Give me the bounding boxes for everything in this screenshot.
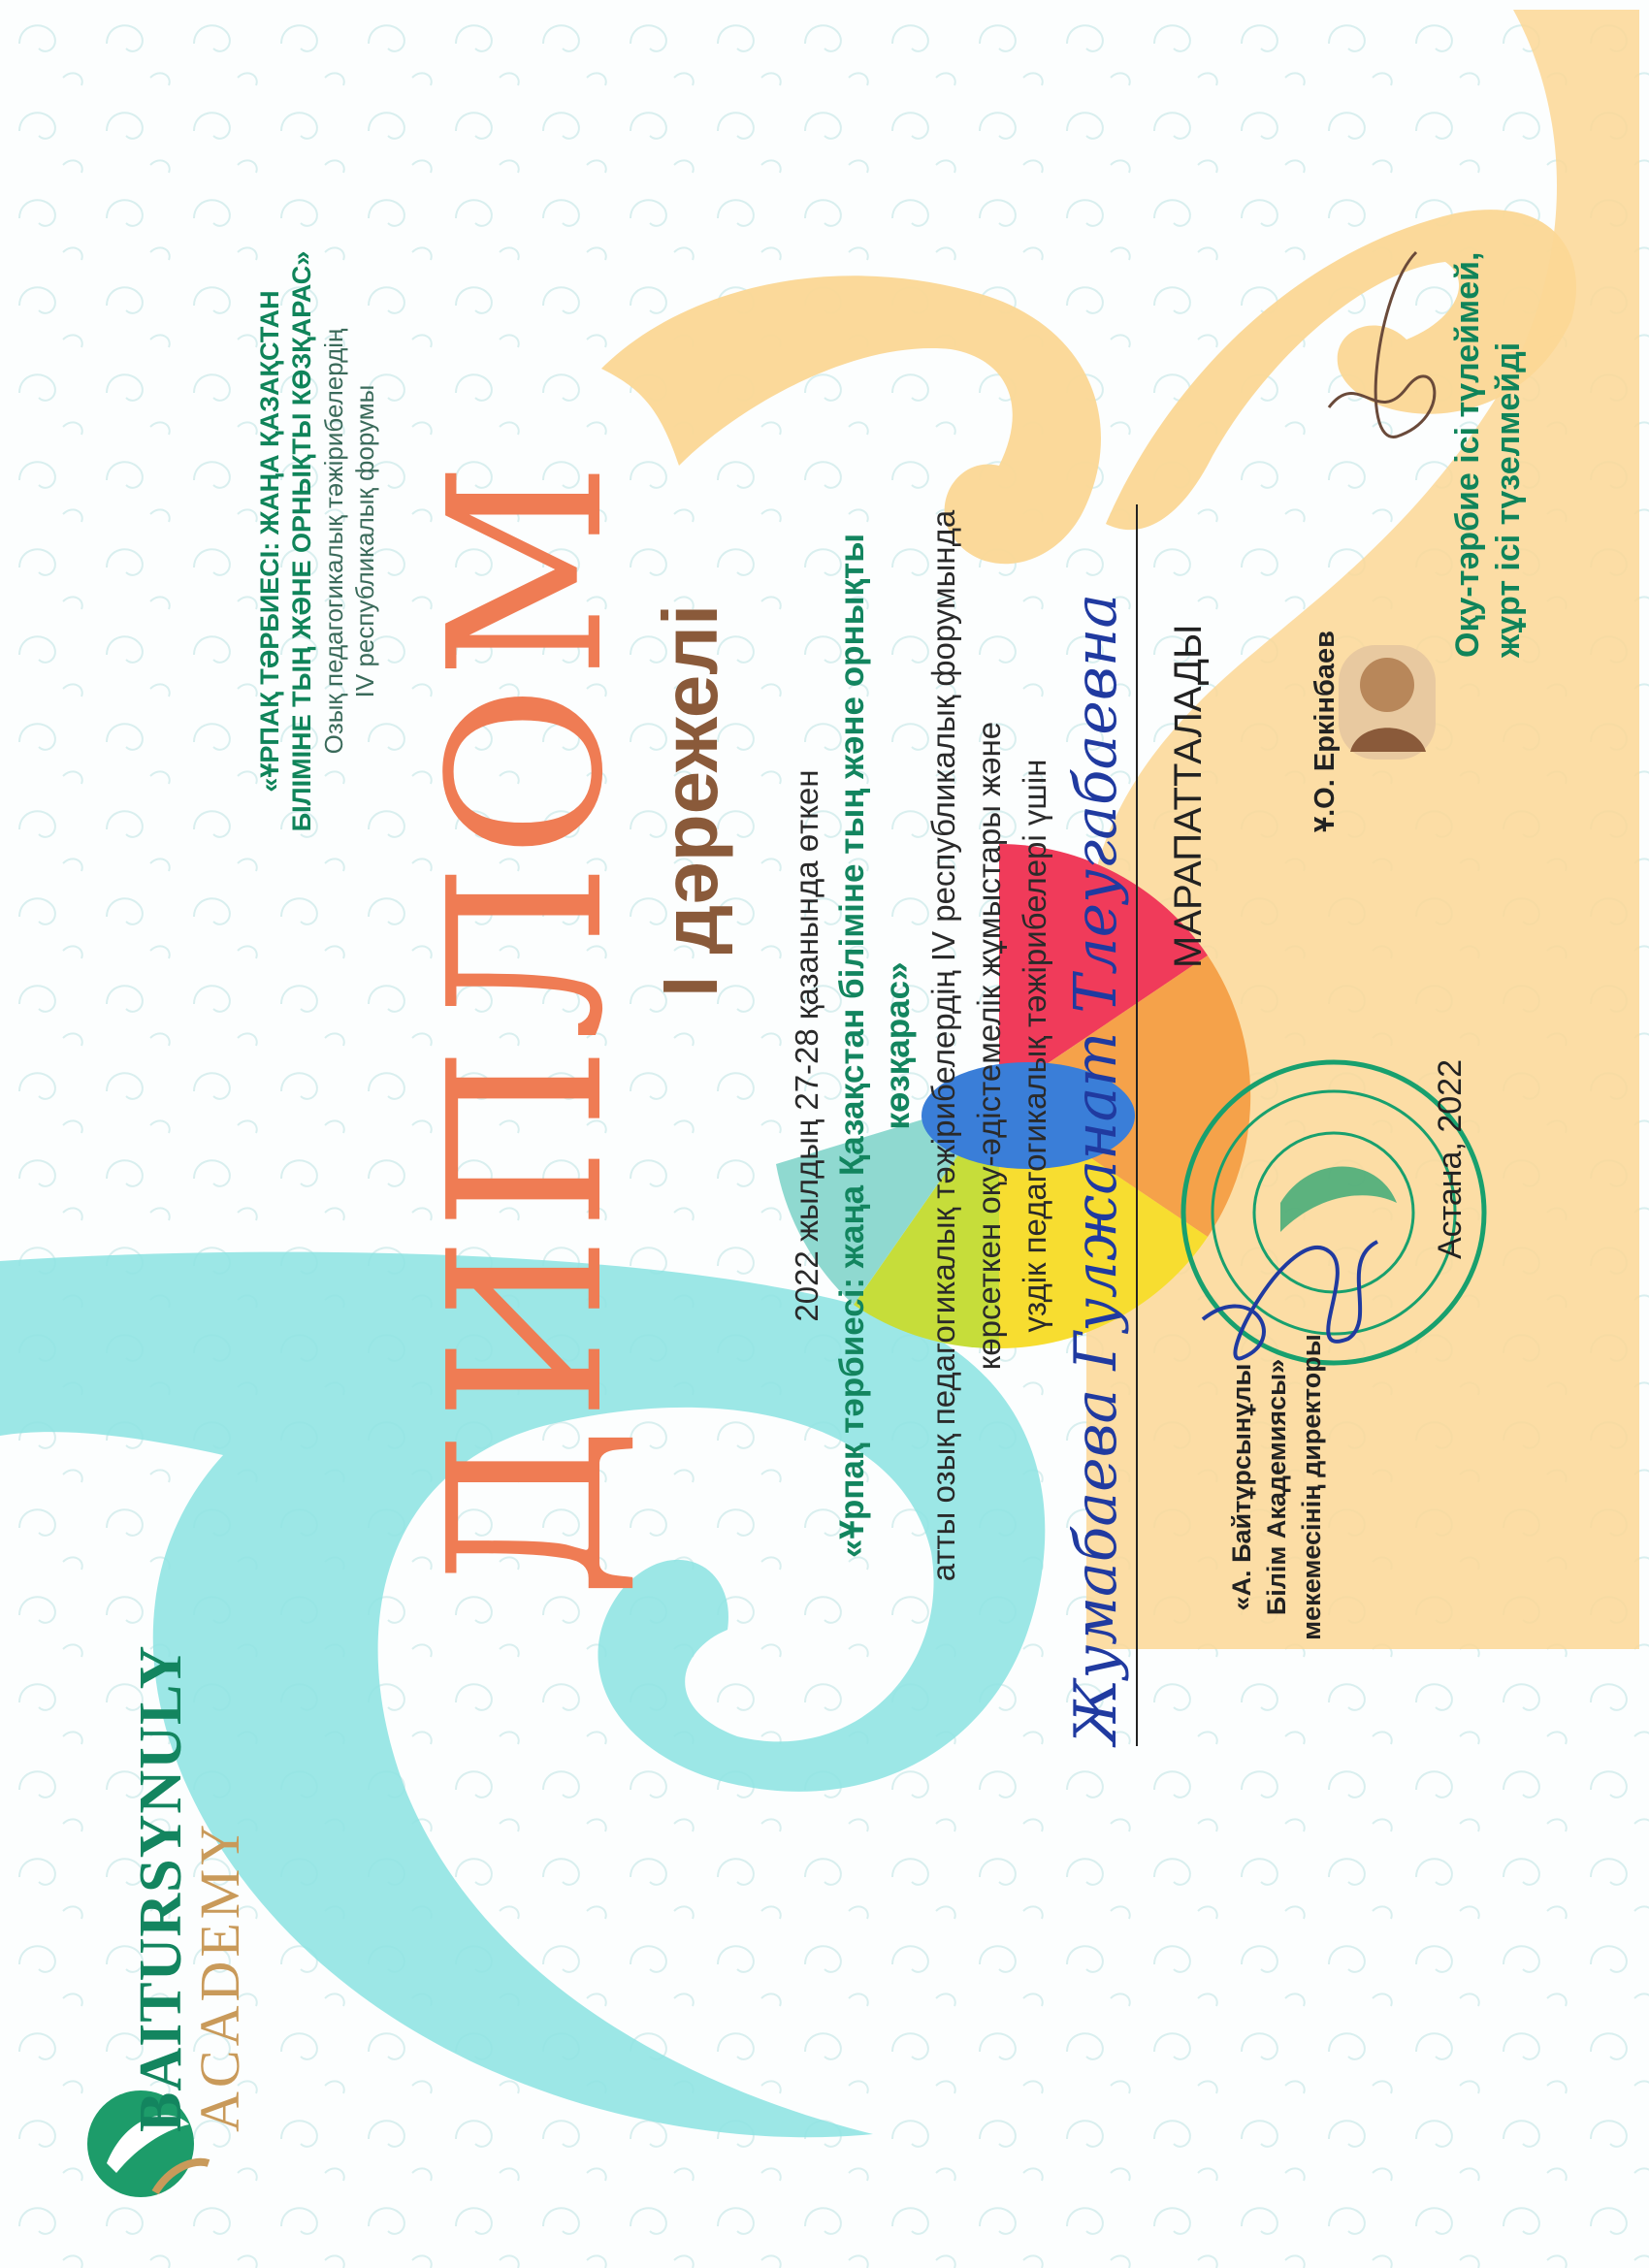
forum-sub-line2: IV республикалық форумы: [350, 384, 379, 698]
awards-word: МАРАПАТТАЛАДЫ: [1167, 624, 1210, 968]
forum-title-line1: «ҰРПАҚ ТӘРБИЕСІ: ЖАҢА ҚАЗАҚСТАН: [255, 290, 284, 793]
director-block: [1224, 1298, 1329, 1676]
degree-label: I дәрежелі: [647, 603, 733, 997]
description-line5: үздік педагогикалық тәжірибелері үшін: [1017, 759, 1052, 1333]
forum-title-line2: БІЛІМІНЕ ТЫҢ ЖӘНЕ ОРНЫҚТЫ КӨЗҚАРАС»: [287, 250, 316, 832]
city-year: Астана, 2022: [1432, 1059, 1469, 1259]
award-description: [784, 493, 1057, 1599]
description-line3: атты озық педагогикалық тәжірибелердің IV республикалық форумында: [925, 509, 961, 1582]
forum-header: [254, 192, 380, 891]
director-line1: «А. Байтұрсынұлы: [1227, 1363, 1256, 1611]
forum-sub-line1: Озық педагогикалық тәжірибелердің: [319, 328, 348, 755]
forum-name-line: «Ұрпақ тәрбиесі: жаңа Қазақстан біліміне тың және орнықты көзқарас»: [833, 533, 917, 1559]
description-line4: көрсеткен оқу-әдістемелік жұмыстары және: [971, 721, 1007, 1371]
director-line3: мекемесінің директоры: [1297, 1334, 1326, 1640]
director-line2: Білім Академиясы»: [1262, 1358, 1291, 1616]
brand-name: BAITURSYNULY: [128, 1644, 194, 2132]
recipient-name: Жумабаева Гулжанат Тлеугабаевна: [1062, 593, 1130, 1744]
motto: [1447, 252, 1529, 658]
diploma-title: ДИПЛОМ: [404, 456, 650, 1599]
director-name: Ұ.О. Еркінбаев: [1310, 631, 1341, 832]
motto-line1: Оқу-тәрбие ісі түлеймей,: [1449, 251, 1486, 658]
brand-sub: ACADEMY: [188, 1820, 251, 2132]
event-date-line: 2022 жылдың 27-28 қазанында өткен: [789, 769, 824, 1322]
motto-line2: жұрт ісі түзелмейді: [1490, 341, 1527, 658]
